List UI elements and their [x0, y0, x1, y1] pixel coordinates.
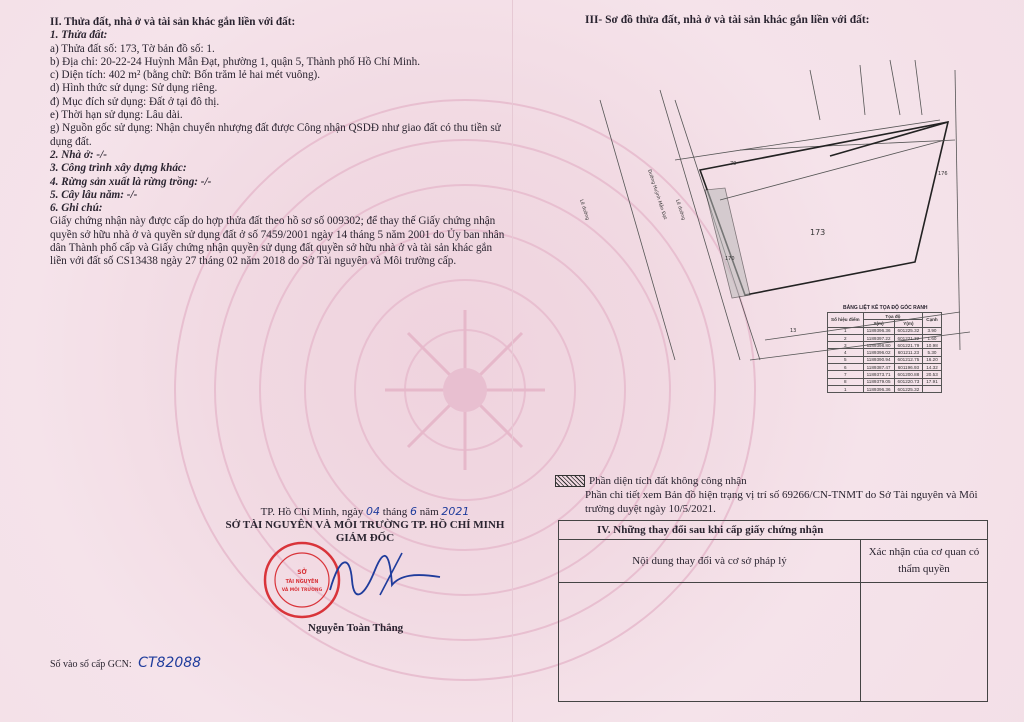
place-date: [225, 505, 505, 519]
map-label-parcel-main: 173: [810, 228, 826, 237]
signer-name: Nguyễn Toàn Thắng: [308, 622, 404, 634]
notes-text: Giấy chứng nhận này được cấp do hợp thửa đất theo hồ sơ số 009302; để thay thế Giấy chứng nhận quyền sở hữu nhà ở và quyền sử dụng đất ở số 7459/2001 ngày 14 tháng 5 năm 2001 do Ủy ban nhân dân Thành phố cấp và Giấy chứng nhận quyền sử dụng đất quyền sở hữu nhà ở và tài sản khác gắn liền với đất số CS13438 ngày 27 tháng 02 năm 2018 do Sở Tài nguyên và Môi trường cấp.: [50, 215, 505, 268]
coord-cell: 601200.88: [894, 371, 923, 378]
coord-table-body: [828, 327, 942, 393]
coord-row: [828, 334, 942, 341]
date-day: 04: [366, 505, 381, 518]
coord-row: [828, 385, 942, 392]
coord-cell: 4: [828, 349, 864, 356]
signer-title: GIÁM ĐỐC: [335, 532, 395, 544]
purpose-line: đ) Mục đích sử dụng: Đất ở tại đô thị.: [50, 95, 220, 108]
coord-cell: 1189397.22: [863, 334, 894, 341]
legend-text: Phần diện tích đất không công nhận: [589, 475, 747, 487]
coord-cell: 8: [828, 378, 864, 385]
map-label-road-right: Lề đường: [674, 199, 686, 221]
map-section-title: III- Sơ đồ thửa đất, nhà ở và tài sản khác gắn liền với đất:: [585, 14, 870, 26]
changes-col-confirmation: Xác nhận của cơ quan có thẩm quyền: [868, 546, 980, 575]
coord-cell: 7: [828, 371, 864, 378]
coord-cell: [923, 385, 942, 392]
origin-line: g) Nguồn gốc sử dụng: Nhận chuyển nhượng đất được Công nhận QSDĐ như giao đất có thu tiền sử dụng đất.: [50, 122, 501, 148]
coord-cell: 5.30: [923, 349, 942, 356]
coord-table: [827, 312, 942, 393]
coord-row: [828, 371, 942, 378]
svg-text:SỞ: SỞ: [297, 569, 307, 576]
section-title: II. Thửa đất, nhà ở và tài sản khác gắn liền với đất:: [50, 16, 296, 28]
duration-line: e) Thời hạn sử dụng: Lâu dài.: [50, 109, 183, 122]
coord-cell: 1.60: [923, 334, 942, 341]
usage-form-line: d) Hình thức sử dụng: Sử dụng riêng.: [50, 82, 218, 95]
registry-number: [50, 655, 201, 671]
coord-cell: 2: [828, 334, 864, 341]
coord-cell: 1: [828, 327, 864, 334]
place-prefix: TP. Hồ Chí Minh, ngày: [260, 506, 364, 518]
coord-cell: 3: [828, 342, 864, 349]
coord-row: [828, 327, 942, 334]
coord-cell: 10.98: [923, 342, 942, 349]
changes-col-content: Nội dung thay đổi và cơ sở pháp lý: [559, 540, 861, 582]
map-label-street: Đường Huỳnh Mẫn Đạt: [646, 169, 668, 221]
map-label-neighbor-176: 176: [938, 171, 948, 177]
legend-row: [555, 474, 985, 488]
registry-label: Số vào sổ cấp GCN:: [50, 659, 132, 670]
coord-cell: 601211.23: [894, 349, 923, 356]
coord-header-point: Số hiệu điểm: [828, 313, 864, 328]
coord-header-y: Y(m): [894, 320, 923, 327]
coord-cell: 601221.32: [894, 334, 923, 341]
coord-row: [828, 364, 942, 371]
forest-line: 4. Rừng sản xuất là rừng trồng: -/-: [50, 175, 212, 188]
map-legend: [555, 474, 985, 516]
trees-line: 5. Cây lâu năm: -/-: [50, 188, 138, 201]
coord-header-group: Tọa độ: [863, 313, 923, 320]
house-line: 2. Nhà ở: -/-: [50, 148, 107, 161]
legend-note: Phần chi tiết xem Bản đồ hiện trạng vị trí số 69266/CN-TNMT do Sở Tài nguyên và Môi trường duyệt ngày 10/5/2021.: [585, 489, 978, 515]
coord-cell: 1189396.36: [863, 385, 894, 392]
coord-header-x: X(m): [863, 320, 894, 327]
coord-cell: 1189387.47: [863, 364, 894, 371]
address-line: b) Địa chỉ: 20-22-24 Huỳnh Mẫn Đạt, phường 1, quận 5, Thành phố Hồ Chí Minh.: [50, 55, 421, 68]
changes-header-row: [559, 540, 987, 583]
coord-cell: 6: [828, 364, 864, 371]
coord-cell: 601220.73: [894, 378, 923, 385]
signature-block: [225, 505, 505, 545]
coord-table-caption: BẢNG LIỆT KÊ TỌA ĐỘ GÓC RANH: [843, 305, 928, 311]
land-heading: 1. Thửa đất:: [50, 29, 108, 42]
coord-row: [828, 378, 942, 385]
coord-cell: 1: [828, 385, 864, 392]
coord-cell: 1189396.36: [863, 327, 894, 334]
coord-cell: 1189390.94: [863, 356, 894, 363]
coord-cell: 601221.79: [894, 342, 923, 349]
date-year: 2021: [441, 505, 470, 518]
map-label-neighbor-70: 70: [730, 161, 737, 167]
coord-cell: 20.53: [923, 371, 942, 378]
coord-cell: 16.20: [923, 356, 942, 363]
svg-text:VÀ MÔI TRƯỜNG: VÀ MÔI TRƯỜNG: [281, 588, 323, 593]
coord-cell: 601225.32: [894, 327, 923, 334]
map-label-neighbor-13: 13: [790, 328, 797, 334]
coord-row: [828, 349, 942, 356]
fold-line: [512, 0, 513, 722]
coord-row: [828, 342, 942, 349]
coord-cell: 601196.93: [894, 364, 923, 371]
coord-cell: 601225.32: [894, 385, 923, 392]
map-label-road-left: Lề đường: [578, 199, 590, 221]
coord-cell: 3.90: [923, 327, 942, 334]
date-month: 6: [409, 505, 417, 518]
issuing-organization: SỞ TÀI NGUYÊN VÀ MÔI TRƯỜNG TP. HỒ CHÍ MINH: [225, 519, 505, 531]
section-land-info: [50, 16, 510, 269]
changes-table: [558, 520, 988, 702]
coord-cell: 1189379.05: [863, 378, 894, 385]
changes-title: IV. Những thay đổi sau khi cấp giấy chứng nhận: [559, 521, 987, 540]
coord-header-edge: Cạnh: [923, 313, 942, 328]
coord-cell: 1189373.71: [863, 371, 894, 378]
coord-cell: 17.91: [923, 378, 942, 385]
changes-divider: [860, 581, 861, 701]
coord-cell: 1189398.80: [863, 342, 894, 349]
coord-row: [828, 356, 942, 363]
parcel-line: a) Thửa đất số: 173, Tờ bản đồ số: 1.: [50, 42, 215, 55]
area-line: c) Diện tích: 402 m² (bằng chữ: Bốn trăm lẻ hai mét vuông).: [50, 69, 321, 82]
hatch-swatch: [555, 475, 585, 487]
coord-cell: 1189396.02: [863, 349, 894, 356]
month-label: tháng: [382, 506, 408, 518]
construction-line: 3. Công trình xây dựng khác:: [50, 162, 187, 175]
year-label: năm: [419, 506, 439, 518]
svg-text:TÀI NGUYÊN: TÀI NGUYÊN: [285, 580, 319, 585]
coord-cell: 14.32: [923, 364, 942, 371]
coord-cell: 601212.75: [894, 356, 923, 363]
coord-cell: 5: [828, 356, 864, 363]
handwritten-signature: [320, 545, 450, 605]
notes-heading: 6. Ghi chú:: [50, 202, 103, 215]
registry-value: CT82088: [138, 655, 202, 671]
map-label-parcel-side: 170: [725, 256, 735, 262]
